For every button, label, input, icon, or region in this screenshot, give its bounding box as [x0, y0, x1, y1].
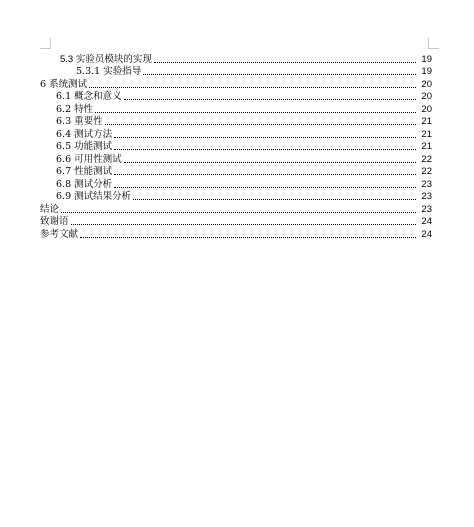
toc-leader-dots [133, 199, 416, 200]
toc-entry-page: 22 [421, 153, 432, 165]
toc-entry-label: 6.1 概念和意义 [56, 91, 122, 102]
toc-leader-dots [61, 212, 416, 213]
toc-entry-5-3[interactable] [40, 53, 432, 66]
toc-entry-6-2[interactable] [40, 103, 432, 116]
toc-entry-page: 19 [421, 53, 432, 65]
toc-entry-page: 20 [421, 91, 432, 102]
toc-leader-dots [154, 62, 416, 63]
crop-mark-top-left [40, 38, 51, 49]
toc-entry-label: 6.5 功能测试 [56, 141, 113, 152]
toc-entry-page: 23 [421, 203, 432, 215]
toc-entry-6-7[interactable] [40, 166, 432, 179]
toc-entry-6-3[interactable] [40, 116, 432, 129]
toc-leader-dots [124, 99, 416, 100]
toc-leader-dots [71, 224, 416, 225]
toc-entry-6-9[interactable] [40, 191, 432, 204]
toc-entry-page: 22 [421, 166, 432, 177]
toc-leader-dots [114, 174, 416, 175]
toc-entry-label: 致谢语 [40, 216, 69, 227]
toc-entry-acknowledgements[interactable] [40, 216, 432, 229]
toc-entry-label: 6.9 测试结果分析 [56, 191, 132, 202]
toc-entry-label: 6.8 测试分析 [56, 178, 113, 190]
toc-leader-dots [124, 162, 416, 163]
toc-leader-dots [114, 137, 416, 138]
toc-entry-label: 6.2 特性 [56, 103, 94, 115]
toc-entry-conclusion[interactable] [40, 203, 432, 216]
toc-entry-label: 6.7 性能测试 [56, 166, 113, 177]
table-of-contents [40, 53, 432, 241]
toc-leader-dots [89, 87, 416, 88]
toc-entry-page: 23 [421, 178, 432, 190]
toc-leader-dots [80, 237, 416, 238]
toc-entry-6-1[interactable] [40, 91, 432, 104]
toc-entry-label: 6 系统测试 [40, 78, 88, 90]
toc-entry-page: 19 [421, 66, 432, 77]
crop-mark-top-right [428, 38, 439, 49]
toc-entry-label: 5.3 实验员模块的实现 [60, 53, 152, 65]
toc-entry-6-6[interactable] [40, 153, 432, 166]
toc-entry-label: 结论 [40, 203, 60, 215]
toc-entry-page: 21 [421, 116, 432, 127]
toc-entry-label: 6.3 重要性 [56, 116, 103, 127]
toc-entry-references[interactable] [40, 228, 432, 241]
toc-entry-page: 20 [421, 103, 432, 115]
toc-entry-page: 21 [421, 141, 432, 152]
toc-leader-dots [95, 112, 416, 113]
toc-leader-dots [105, 124, 416, 125]
toc-entry-6-5[interactable] [40, 141, 432, 154]
toc-entry-page: 23 [421, 191, 432, 202]
toc-entry-label: 5.3.1 实验指导 [76, 66, 142, 77]
toc-leader-dots [143, 74, 416, 75]
toc-entry-6-8[interactable] [40, 178, 432, 191]
toc-entry-6[interactable] [40, 78, 432, 91]
toc-entry-label: 参考文献 [40, 228, 79, 240]
toc-entry-page: 21 [421, 128, 432, 140]
toc-entry-page: 20 [421, 78, 432, 90]
toc-entry-5-3-1[interactable] [40, 66, 432, 79]
toc-leader-dots [114, 149, 416, 150]
toc-entry-label: 6.4 测试方法 [56, 128, 113, 140]
toc-entry-page: 24 [421, 228, 432, 240]
toc-entry-6-4[interactable] [40, 128, 432, 141]
toc-leader-dots [114, 187, 416, 188]
toc-entry-page: 24 [421, 216, 432, 227]
toc-entry-label: 6.6 可用性测试 [56, 153, 122, 165]
